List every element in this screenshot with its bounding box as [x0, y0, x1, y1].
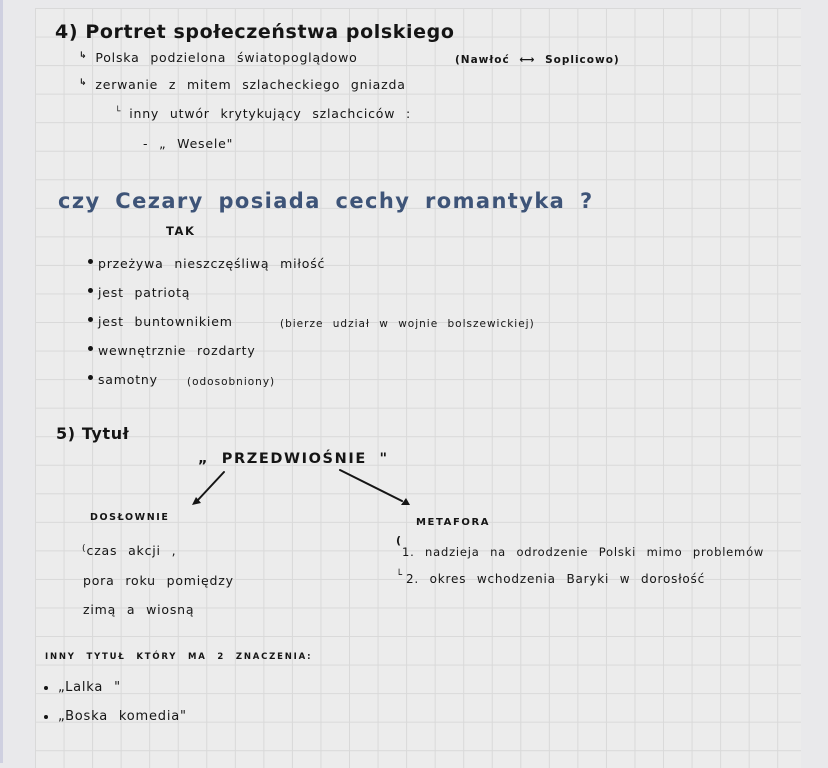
- other-title-item: [44, 710, 187, 723]
- trait-item: [88, 258, 325, 271]
- brace-bottom-icon: └: [396, 570, 403, 581]
- answer-label: TAK: [166, 224, 196, 238]
- trait-note: (odosobniony): [187, 376, 276, 388]
- trait-item: [88, 374, 158, 387]
- question-heading: czy Cezary posiada cechy romantyka ?: [58, 189, 594, 213]
- title-word: „ PRZEDWIOŚNIE ": [198, 451, 389, 467]
- brace-top-icon: (: [396, 534, 402, 547]
- trait-item: [88, 345, 256, 358]
- trait-note: (bierze udział w wojnie bolszewickiej): [280, 318, 535, 330]
- literal-line: [82, 545, 176, 558]
- trait-text: jest buntownikiem: [98, 314, 233, 329]
- metaphor-label: METAFORA: [416, 517, 491, 528]
- arrowhead-left-icon: [192, 497, 201, 505]
- window-edge: [0, 0, 3, 763]
- bullet-icon: [88, 317, 93, 322]
- item-text: inny utwór krytykujący szlachciców :: [129, 106, 412, 121]
- grid-paper-page: [35, 8, 801, 768]
- section-4-item: [79, 52, 358, 65]
- brace-icon: (: [82, 544, 87, 554]
- trait-item: [88, 316, 233, 329]
- metaphor-line: 2. okres wchodzenia Baryki w dorosłość: [406, 572, 706, 586]
- section-4-item-note: (Nawłoć ⟷ Soplicowo): [455, 54, 620, 66]
- other-title-item: [44, 681, 121, 694]
- item-text: „ Wesele": [159, 136, 234, 151]
- bullet-icon: [88, 346, 93, 351]
- other-titles-heading: INNY TYTUŁ KTÓRY MA 2 ZNACZENIA:: [45, 652, 313, 662]
- section-4-sub-sub-item: [143, 138, 233, 151]
- section-4-sub-item: [115, 108, 411, 121]
- arrow-hook-icon: ↳: [79, 51, 88, 61]
- literal-line: pora roku pomiędzy: [83, 573, 234, 588]
- bullet-icon: [88, 259, 93, 264]
- section-5-heading: 5) Tytuł: [56, 424, 130, 443]
- bullet-icon: [88, 288, 93, 293]
- section-4-item: [79, 79, 406, 92]
- metaphor-line: 1. nadzieja na odrodzenie Polski mimo problemów: [402, 545, 765, 559]
- trait-item: [88, 287, 190, 300]
- item-text: zerwanie z mitem szlacheckiego gniazda: [95, 77, 406, 92]
- bullet-icon: [44, 686, 48, 690]
- arrow-hook-icon: ↳: [79, 78, 88, 88]
- literal-label: DOSŁOWNIE: [90, 512, 170, 523]
- other-title-text: „Boska komedia": [58, 709, 187, 724]
- trait-text: samotny: [98, 372, 158, 387]
- trait-text: przeżywa nieszczęśliwą miłość: [98, 256, 326, 271]
- dash-marker: -: [143, 136, 149, 151]
- arrowhead-right-icon: [401, 498, 410, 505]
- corner-hook-icon: └: [115, 107, 122, 117]
- trait-text: wewnętrznie rozdarty: [98, 343, 256, 358]
- item-text: Polska podzielona światopoglądowo: [95, 50, 358, 65]
- other-title-text: „Lalka ": [58, 680, 121, 695]
- literal-line: zimą a wiosną: [83, 602, 195, 617]
- arrow-line-left: [197, 472, 224, 501]
- section-4-heading: 4) Portret społeczeństwa polskiego: [55, 21, 455, 43]
- bullet-icon: [88, 375, 93, 380]
- bullet-icon: [44, 715, 48, 719]
- literal-line-text: czas akcji ,: [86, 543, 177, 558]
- trait-text: jest patriotą: [98, 285, 191, 300]
- arrow-line-right: [340, 470, 402, 501]
